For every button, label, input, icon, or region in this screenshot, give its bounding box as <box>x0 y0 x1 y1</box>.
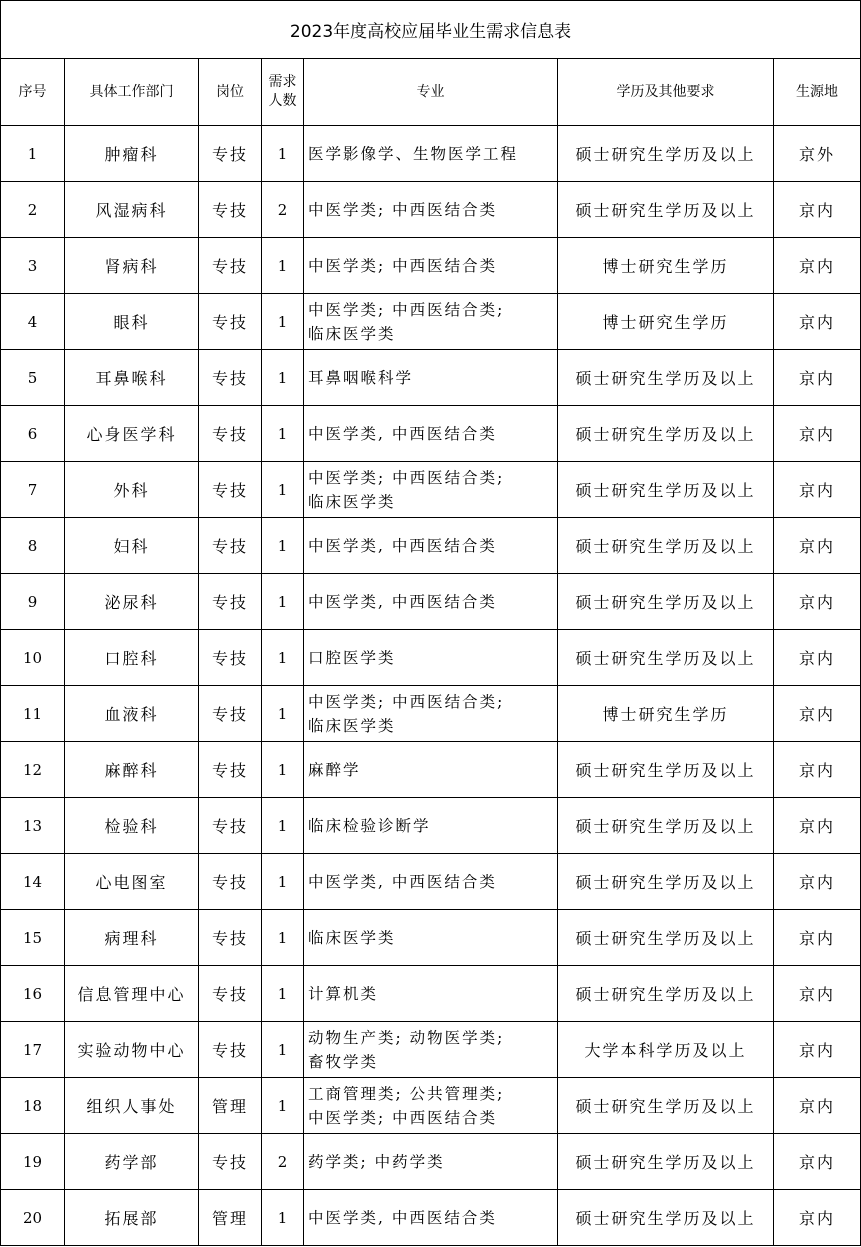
cell-major <box>304 1022 558 1078</box>
cell-dept: 妇科 <box>65 518 199 574</box>
cell-post: 专技 <box>199 182 262 238</box>
cell-no: 3 <box>1 238 65 294</box>
cell-major-line: 临床医学类 <box>308 716 396 735</box>
cell-major-line: 动物生产类; 动物医学类; <box>308 1028 505 1047</box>
cell-origin: 京内 <box>774 1134 861 1190</box>
cell-post: 管理 <box>199 1078 262 1134</box>
cell-origin: 京内 <box>774 966 861 1022</box>
cell-origin: 京内 <box>774 406 861 462</box>
cell-edu: 硕士研究生学历及以上 <box>558 742 774 798</box>
cell-count: 1 <box>262 910 304 966</box>
cell-post: 专技 <box>199 854 262 910</box>
cell-edu: 硕士研究生学历及以上 <box>558 630 774 686</box>
header-dept: 具体工作部门 <box>65 59 199 126</box>
table-row <box>1 294 861 350</box>
cell-major-line: 临床医学类 <box>308 324 396 343</box>
cell-edu: 硕士研究生学历及以上 <box>558 406 774 462</box>
cell-major-line: 医学影像学、生物医学工程 <box>308 144 519 163</box>
cell-edu: 硕士研究生学历及以上 <box>558 518 774 574</box>
table-row <box>1 742 861 798</box>
cell-no: 14 <box>1 854 65 910</box>
cell-edu: 大学本科学历及以上 <box>558 1022 774 1078</box>
cell-no: 4 <box>1 294 65 350</box>
header-origin: 生源地 <box>774 59 861 126</box>
cell-post: 专技 <box>199 406 262 462</box>
cell-post: 专技 <box>199 686 262 742</box>
table-row <box>1 1078 861 1134</box>
table-row <box>1 966 861 1022</box>
cell-major <box>304 294 558 350</box>
cell-major-line: 中医学类, 中西医结合类 <box>308 424 497 443</box>
cell-count: 1 <box>262 1022 304 1078</box>
cell-dept: 实验动物中心 <box>65 1022 199 1078</box>
cell-count: 1 <box>262 686 304 742</box>
cell-major-line: 中医学类; 中西医结合类 <box>308 200 498 219</box>
cell-origin: 京内 <box>774 350 861 406</box>
cell-major-line: 耳鼻咽喉科学 <box>308 368 414 387</box>
cell-origin: 京内 <box>774 1022 861 1078</box>
cell-dept: 泌尿科 <box>65 574 199 630</box>
cell-origin: 京内 <box>774 910 861 966</box>
header-post: 岗位 <box>199 59 262 126</box>
cell-dept: 拓展部 <box>65 1190 199 1246</box>
cell-origin: 京内 <box>774 182 861 238</box>
cell-edu: 硕士研究生学历及以上 <box>558 966 774 1022</box>
table-body <box>1 1 861 1246</box>
cell-major <box>304 238 558 294</box>
cell-origin: 京内 <box>774 854 861 910</box>
table-row <box>1 630 861 686</box>
cell-major-line: 临床医学类 <box>308 928 396 947</box>
cell-major-line: 中医学类; 中西医结合类; <box>308 300 505 319</box>
table-row <box>1 1022 861 1078</box>
cell-no: 1 <box>1 126 65 182</box>
cell-major <box>304 1078 558 1134</box>
cell-origin: 京内 <box>774 462 861 518</box>
table-row <box>1 182 861 238</box>
cell-major-line: 中医学类; 中西医结合类 <box>308 256 498 275</box>
header-row <box>1 59 861 126</box>
cell-major <box>304 966 558 1022</box>
cell-post: 专技 <box>199 1134 262 1190</box>
cell-major <box>304 126 558 182</box>
cell-dept: 病理科 <box>65 910 199 966</box>
cell-count: 1 <box>262 574 304 630</box>
cell-major-line: 中医学类; 中西医结合类; <box>308 468 505 487</box>
cell-dept: 麻醉科 <box>65 742 199 798</box>
cell-count: 1 <box>262 854 304 910</box>
cell-origin: 京内 <box>774 686 861 742</box>
cell-count: 1 <box>262 518 304 574</box>
cell-no: 15 <box>1 910 65 966</box>
cell-major <box>304 686 558 742</box>
cell-major-line: 中医学类; 中西医结合类 <box>308 1108 498 1127</box>
cell-edu: 硕士研究生学历及以上 <box>558 574 774 630</box>
cell-count: 1 <box>262 798 304 854</box>
table-row <box>1 126 861 182</box>
cell-edu: 硕士研究生学历及以上 <box>558 854 774 910</box>
cell-no: 12 <box>1 742 65 798</box>
cell-post: 专技 <box>199 910 262 966</box>
cell-dept: 检验科 <box>65 798 199 854</box>
cell-no: 13 <box>1 798 65 854</box>
cell-no: 18 <box>1 1078 65 1134</box>
cell-major <box>304 742 558 798</box>
cell-edu: 博士研究生学历 <box>558 238 774 294</box>
header-major: 专业 <box>304 59 558 126</box>
cell-dept: 外科 <box>65 462 199 518</box>
cell-dept: 风湿病科 <box>65 182 199 238</box>
cell-major <box>304 630 558 686</box>
cell-origin: 京内 <box>774 574 861 630</box>
cell-major-line: 麻醉学 <box>308 760 361 779</box>
cell-count: 1 <box>262 406 304 462</box>
cell-no: 5 <box>1 350 65 406</box>
cell-edu: 硕士研究生学历及以上 <box>558 462 774 518</box>
cell-post: 专技 <box>199 350 262 406</box>
cell-no: 19 <box>1 1134 65 1190</box>
cell-dept: 信息管理中心 <box>65 966 199 1022</box>
cell-dept: 心身医学科 <box>65 406 199 462</box>
cell-no: 8 <box>1 518 65 574</box>
cell-origin: 京内 <box>774 1078 861 1134</box>
cell-no: 20 <box>1 1190 65 1246</box>
cell-edu: 硕士研究生学历及以上 <box>558 126 774 182</box>
cell-count: 1 <box>262 294 304 350</box>
cell-major <box>304 350 558 406</box>
cell-major <box>304 406 558 462</box>
table-row <box>1 1190 861 1246</box>
cell-count: 2 <box>262 182 304 238</box>
cell-edu: 硕士研究生学历及以上 <box>558 798 774 854</box>
cell-post: 专技 <box>199 798 262 854</box>
cell-origin: 京内 <box>774 630 861 686</box>
cell-origin: 京内 <box>774 518 861 574</box>
cell-major-line: 中医学类, 中西医结合类 <box>308 872 497 891</box>
cell-no: 2 <box>1 182 65 238</box>
cell-edu: 硕士研究生学历及以上 <box>558 182 774 238</box>
cell-dept: 口腔科 <box>65 630 199 686</box>
table-row <box>1 518 861 574</box>
table-row <box>1 462 861 518</box>
cell-post: 专技 <box>199 966 262 1022</box>
cell-edu: 硕士研究生学历及以上 <box>558 350 774 406</box>
header-edu: 学历及其他要求 <box>558 59 774 126</box>
cell-no: 6 <box>1 406 65 462</box>
cell-edu: 硕士研究生学历及以上 <box>558 910 774 966</box>
cell-no: 17 <box>1 1022 65 1078</box>
table-row <box>1 910 861 966</box>
cell-count: 1 <box>262 1190 304 1246</box>
cell-post: 专技 <box>199 630 262 686</box>
cell-count: 1 <box>262 630 304 686</box>
cell-no: 9 <box>1 574 65 630</box>
cell-major-line: 临床医学类 <box>308 492 396 511</box>
header-no: 序号 <box>1 59 65 126</box>
cell-major <box>304 798 558 854</box>
header-count <box>262 59 304 126</box>
cell-dept: 耳鼻喉科 <box>65 350 199 406</box>
cell-dept: 心电图室 <box>65 854 199 910</box>
cell-dept: 肿瘤科 <box>65 126 199 182</box>
cell-edu: 硕士研究生学历及以上 <box>558 1134 774 1190</box>
cell-origin: 京内 <box>774 1190 861 1246</box>
table-row <box>1 238 861 294</box>
table-row <box>1 406 861 462</box>
cell-major-line: 中医学类, 中西医结合类 <box>308 1208 497 1227</box>
cell-post: 专技 <box>199 742 262 798</box>
cell-dept: 血液科 <box>65 686 199 742</box>
cell-post: 专技 <box>199 574 262 630</box>
cell-origin: 京内 <box>774 742 861 798</box>
cell-edu: 硕士研究生学历及以上 <box>558 1190 774 1246</box>
cell-major-line: 畜牧学类 <box>308 1052 379 1071</box>
table-row <box>1 1134 861 1190</box>
cell-major <box>304 518 558 574</box>
cell-dept: 肾病科 <box>65 238 199 294</box>
cell-major-line: 口腔医学类 <box>308 648 396 667</box>
cell-major-line: 工商管理类; 公共管理类; <box>308 1084 505 1103</box>
cell-count: 1 <box>262 462 304 518</box>
cell-major-line: 中医学类; 中西医结合类; <box>308 692 505 711</box>
cell-post: 专技 <box>199 294 262 350</box>
cell-post: 专技 <box>199 238 262 294</box>
title-row <box>1 1 861 59</box>
cell-count: 1 <box>262 238 304 294</box>
table-row <box>1 686 861 742</box>
cell-major-line: 中医学类, 中西医结合类 <box>308 536 497 555</box>
cell-post: 专技 <box>199 518 262 574</box>
cell-origin: 京内 <box>774 294 861 350</box>
cell-edu: 博士研究生学历 <box>558 294 774 350</box>
cell-no: 16 <box>1 966 65 1022</box>
cell-no: 7 <box>1 462 65 518</box>
cell-major <box>304 1190 558 1246</box>
cell-post: 专技 <box>199 126 262 182</box>
cell-count: 1 <box>262 742 304 798</box>
cell-major <box>304 854 558 910</box>
table-row <box>1 574 861 630</box>
cell-no: 11 <box>1 686 65 742</box>
cell-dept: 眼科 <box>65 294 199 350</box>
header-count-line1: 需求 <box>268 74 297 90</box>
cell-dept: 组织人事处 <box>65 1078 199 1134</box>
cell-edu: 博士研究生学历 <box>558 686 774 742</box>
cell-major <box>304 1134 558 1190</box>
cell-post: 专技 <box>199 1022 262 1078</box>
cell-post: 专技 <box>199 462 262 518</box>
cell-origin: 京内 <box>774 798 861 854</box>
cell-origin: 京外 <box>774 126 861 182</box>
cell-count: 2 <box>262 1134 304 1190</box>
cell-origin: 京内 <box>774 238 861 294</box>
table-row <box>1 854 861 910</box>
table-row <box>1 798 861 854</box>
cell-count: 1 <box>262 350 304 406</box>
cell-dept: 药学部 <box>65 1134 199 1190</box>
cell-major-line: 临床检验诊断学 <box>308 816 431 835</box>
table-title: 2023年度高校应届毕业生需求信息表 <box>1 1 861 59</box>
cell-no: 10 <box>1 630 65 686</box>
table-row <box>1 350 861 406</box>
cell-major-line: 计算机类 <box>308 984 379 1003</box>
cell-major-line: 中医学类, 中西医结合类 <box>308 592 497 611</box>
cell-major <box>304 462 558 518</box>
header-count-line2: 人数 <box>268 93 297 109</box>
cell-count: 1 <box>262 966 304 1022</box>
cell-major <box>304 182 558 238</box>
cell-major <box>304 910 558 966</box>
cell-major <box>304 574 558 630</box>
cell-major-line: 药学类; 中药学类 <box>308 1152 445 1171</box>
cell-count: 1 <box>262 126 304 182</box>
cell-count: 1 <box>262 1078 304 1134</box>
cell-edu: 硕士研究生学历及以上 <box>558 1078 774 1134</box>
cell-post: 管理 <box>199 1190 262 1246</box>
